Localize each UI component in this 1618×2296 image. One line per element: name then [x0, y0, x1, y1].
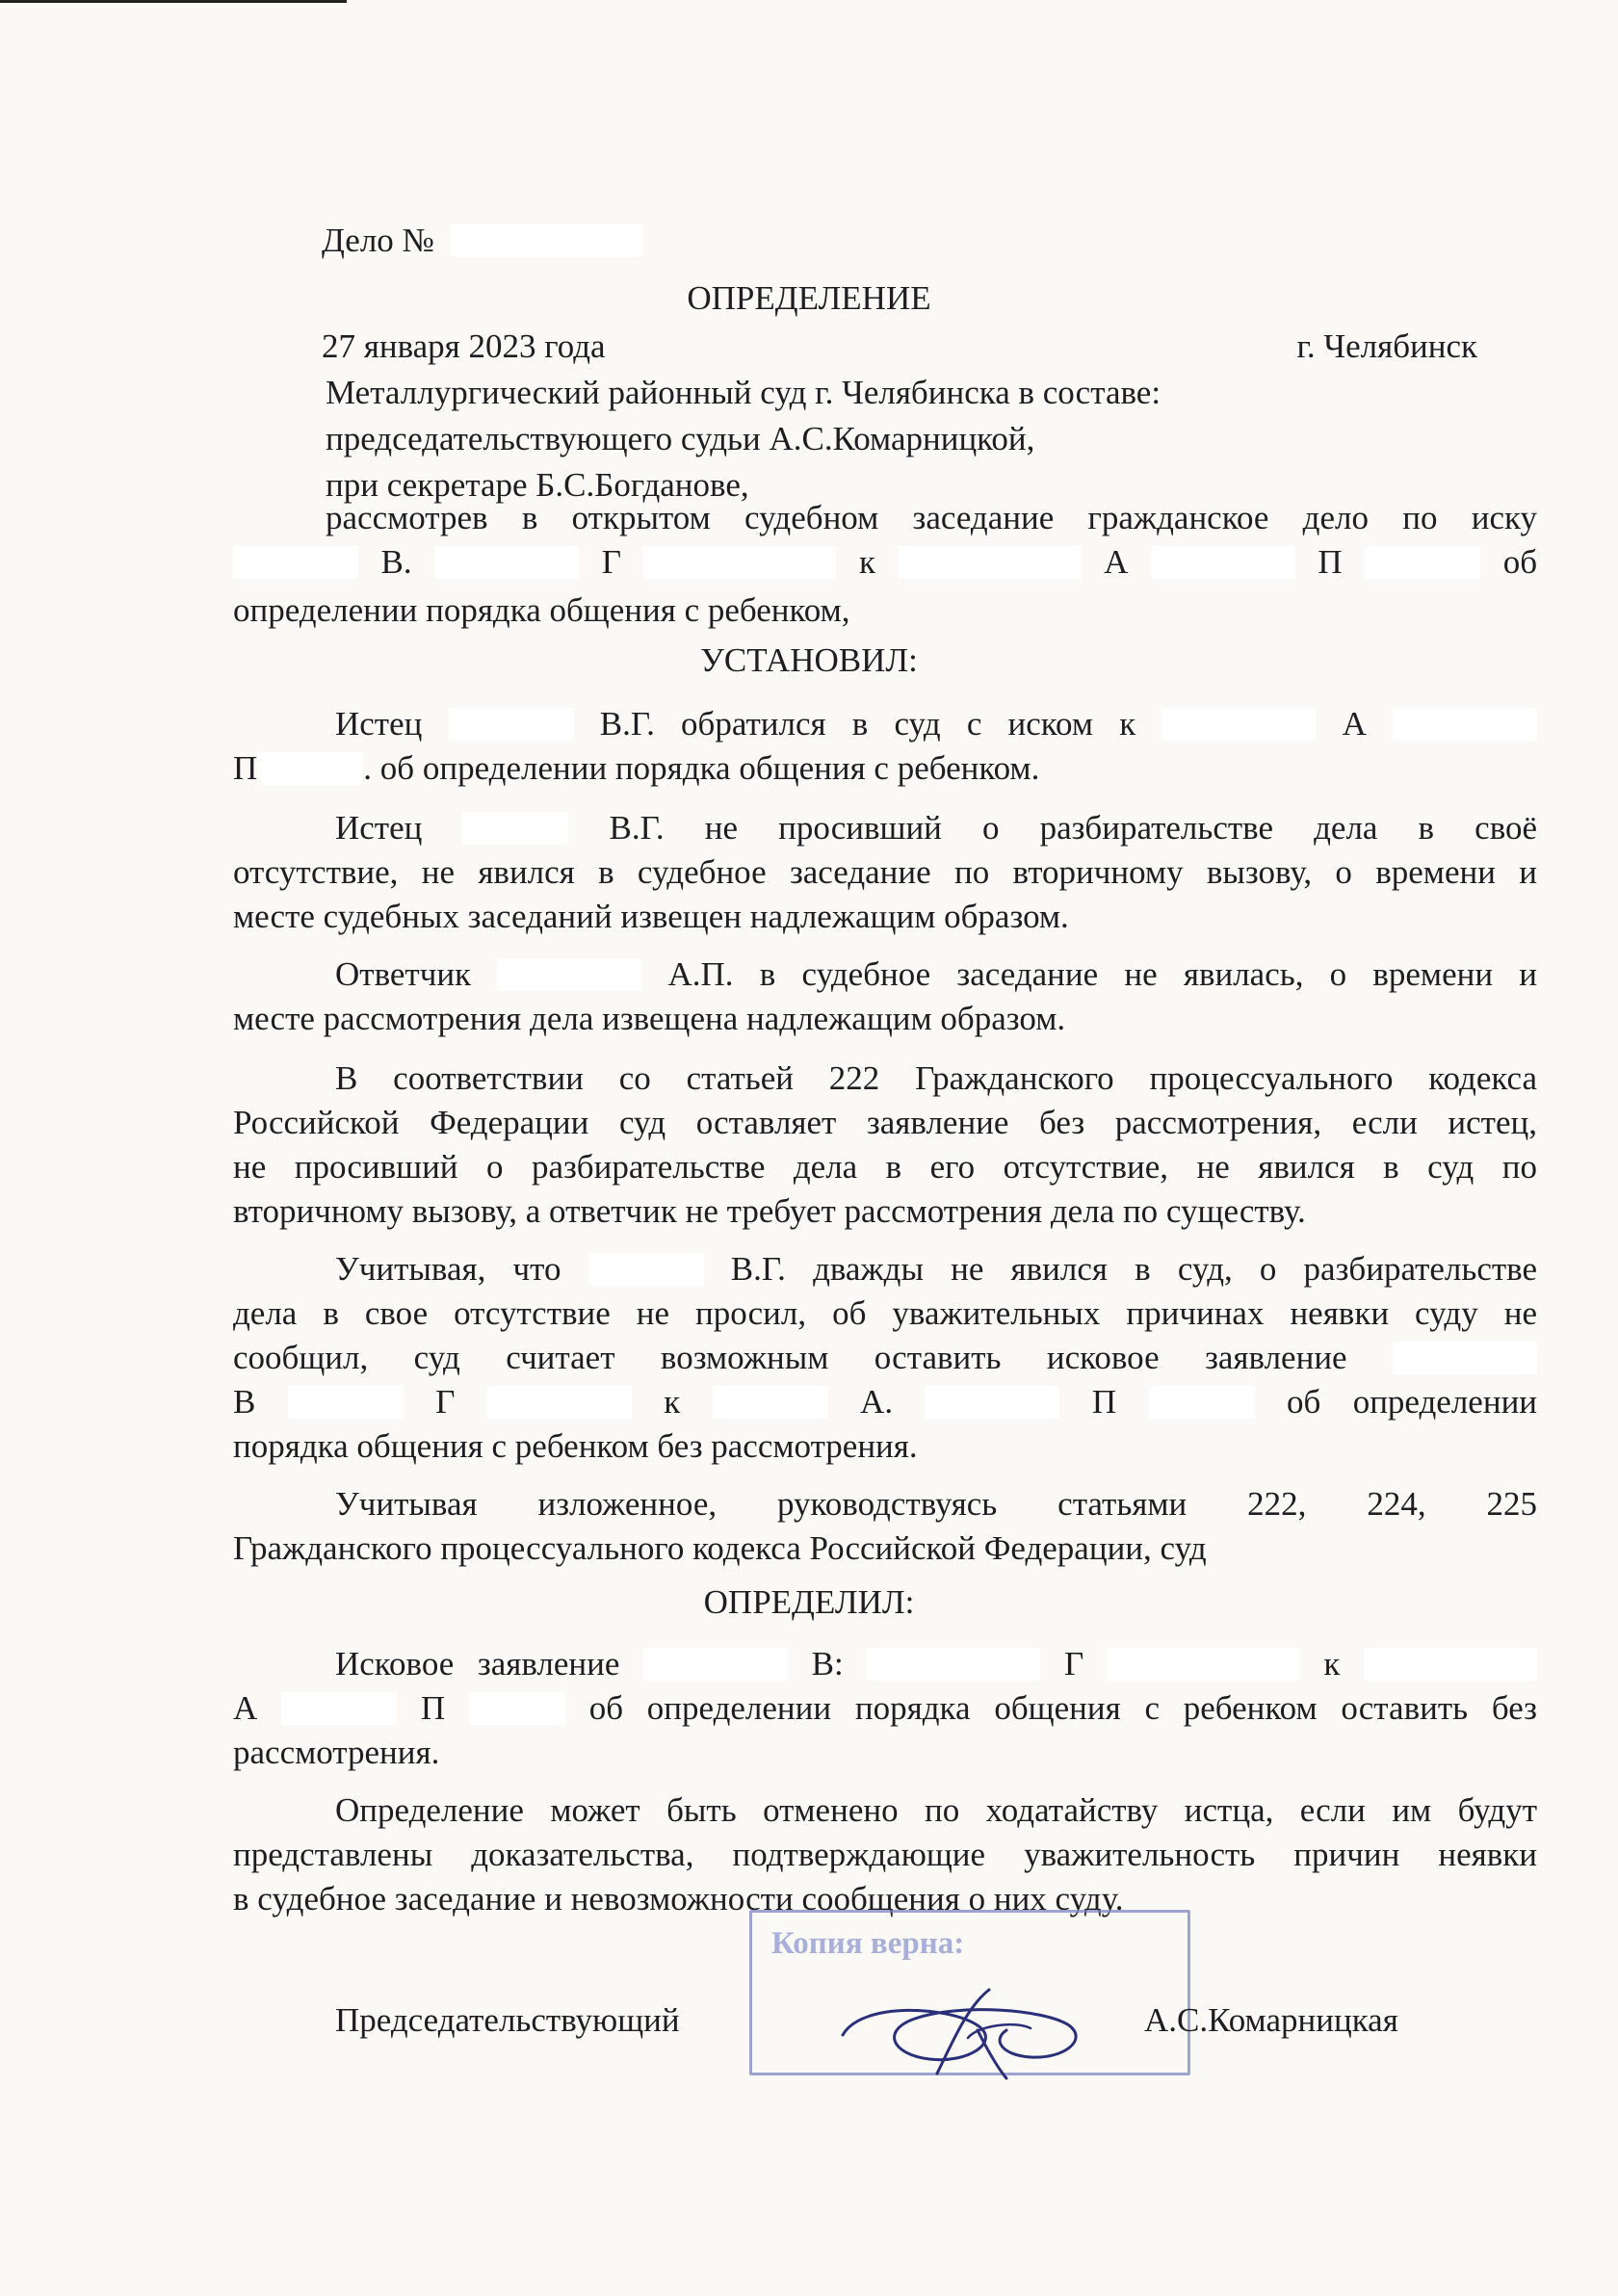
- decided-heading: ОПРЕДЕЛИЛ:: [703, 1583, 915, 1621]
- redaction: [497, 958, 641, 991]
- judge-line: председательствующего судьи А.С.Комарницкой,: [326, 420, 1035, 457]
- redaction: [867, 1648, 1040, 1681]
- p1-line1: Истец В.Г. обратился в суд с иском к А: [335, 703, 1537, 745]
- scan-edge-line: [0, 0, 347, 3]
- redaction: [1393, 1342, 1537, 1374]
- subject-line: определении порядка общения с ребенком,: [233, 591, 850, 629]
- p5-line5: порядка общения с ребенком без рассмотрения.: [233, 1427, 918, 1465]
- redaction: [643, 546, 836, 579]
- stamp-text: Копия верна:: [771, 1926, 965, 1961]
- redaction: [451, 224, 643, 257]
- p7-line2: А П об определении порядка общения с ребенком оставить без: [233, 1689, 1537, 1727]
- redaction: [925, 1386, 1059, 1419]
- redaction: [487, 1386, 632, 1419]
- redaction: [434, 546, 579, 579]
- redaction: [257, 752, 363, 785]
- redaction: [1108, 1648, 1300, 1681]
- p2-line2: отсутствие, не явился в судебное заседание по вторичному вызову, о времени и: [233, 853, 1537, 891]
- considering-line: рассмотрев в открытом судебном заседание гражданское дело по иску: [326, 499, 1537, 536]
- handwritten-signature: [823, 1982, 1103, 2088]
- p5-line1: Учитывая, что В.Г. дважды не явился в суд, о разбирательстве: [335, 1250, 1538, 1288]
- redaction: [1161, 708, 1316, 741]
- parties-line: В. Г к А П об: [233, 541, 1537, 584]
- court-name: Металлургический районный суд г. Челябинска в составе:: [326, 374, 1161, 411]
- p6-line1: Учитывая изложенное, руководствуясь статьями 222, 224, 225: [335, 1485, 1537, 1523]
- p8-line3: в судебное заседание и невозможности сообщения о них суду.: [233, 1880, 1124, 1918]
- date-line: [322, 326, 1477, 368]
- secretary-line: при секретаре Б.С.Богданове,: [326, 466, 749, 504]
- case-number: Дело №: [322, 220, 1618, 262]
- p3-line2: месте рассмотрения дела извещена надлежащим образом.: [233, 1000, 1066, 1037]
- p4-line4: вторичному вызову, а ответчик не требует рассмотрения дела по существу.: [233, 1192, 1306, 1230]
- signature-role: Председательствующий: [335, 2001, 680, 2039]
- p1-line2: П . об определении порядка общения с ребенком.: [233, 749, 1040, 787]
- established-heading: УСТАНОВИЛ:: [700, 641, 918, 679]
- redaction: [233, 546, 358, 579]
- redaction: [288, 1386, 404, 1419]
- p2-line1: Истец В.Г. не просивший о разбирательстве дела в своё: [335, 809, 1538, 847]
- redaction: [1364, 1648, 1537, 1681]
- redaction: [1149, 1386, 1255, 1419]
- p6-line2: Гражданского процессуального кодекса Российской Федерации, суд: [233, 1529, 1207, 1567]
- redaction: [588, 1253, 704, 1286]
- p7-line3: рассмотрения.: [233, 1734, 440, 1771]
- p8-line2: представлены доказательства, подтверждающие уважительность причин неявки: [233, 1836, 1537, 1873]
- p3-line1: Ответчик А.П. в судебное заседание не явилась, о времени и: [335, 955, 1538, 993]
- redaction: [1393, 708, 1537, 741]
- p4-line3: не просивший о разбирательстве дела в его отсутствие, не явился в суд по: [233, 1148, 1537, 1186]
- redaction: [713, 1386, 828, 1419]
- redaction: [462, 812, 568, 845]
- redaction: [1151, 546, 1295, 579]
- redaction: [469, 1692, 565, 1725]
- redaction: [643, 1648, 788, 1681]
- doc-date: 27 января 2023 года: [322, 327, 606, 365]
- redaction: [1365, 546, 1480, 579]
- redaction: [899, 546, 1082, 579]
- p4-line2: Российской Федерации суд оставляет заявление без рассмотрения, если истец,: [233, 1104, 1537, 1141]
- p5-line3: сообщил, суд считает возможным оставить исковое заявление: [233, 1337, 1537, 1379]
- redaction: [281, 1692, 397, 1725]
- p2-line3: месте судебных заседаний извещен надлежащим образом.: [233, 898, 1069, 935]
- p4-line1: В соответствии со статьей 222 Гражданского процессуального кодекса: [335, 1059, 1537, 1097]
- signature-name: А.С.Комарницкая: [1144, 2001, 1398, 2039]
- p7-line1: Исковое заявление В: Г к: [335, 1643, 1537, 1685]
- p5-line4: В Г к А. П об определении: [233, 1383, 1538, 1421]
- doc-city: г. Челябинск: [1296, 327, 1477, 365]
- p5-line2: дела в свое отсутствие не просил, об уважительных причинах неявки суду не: [233, 1294, 1537, 1332]
- redaction: [449, 708, 574, 741]
- p8-line1: Определение может быть отменено по ходатайству истца, если им будут: [335, 1791, 1537, 1829]
- doc-title: ОПРЕДЕЛЕНИЕ: [687, 279, 931, 317]
